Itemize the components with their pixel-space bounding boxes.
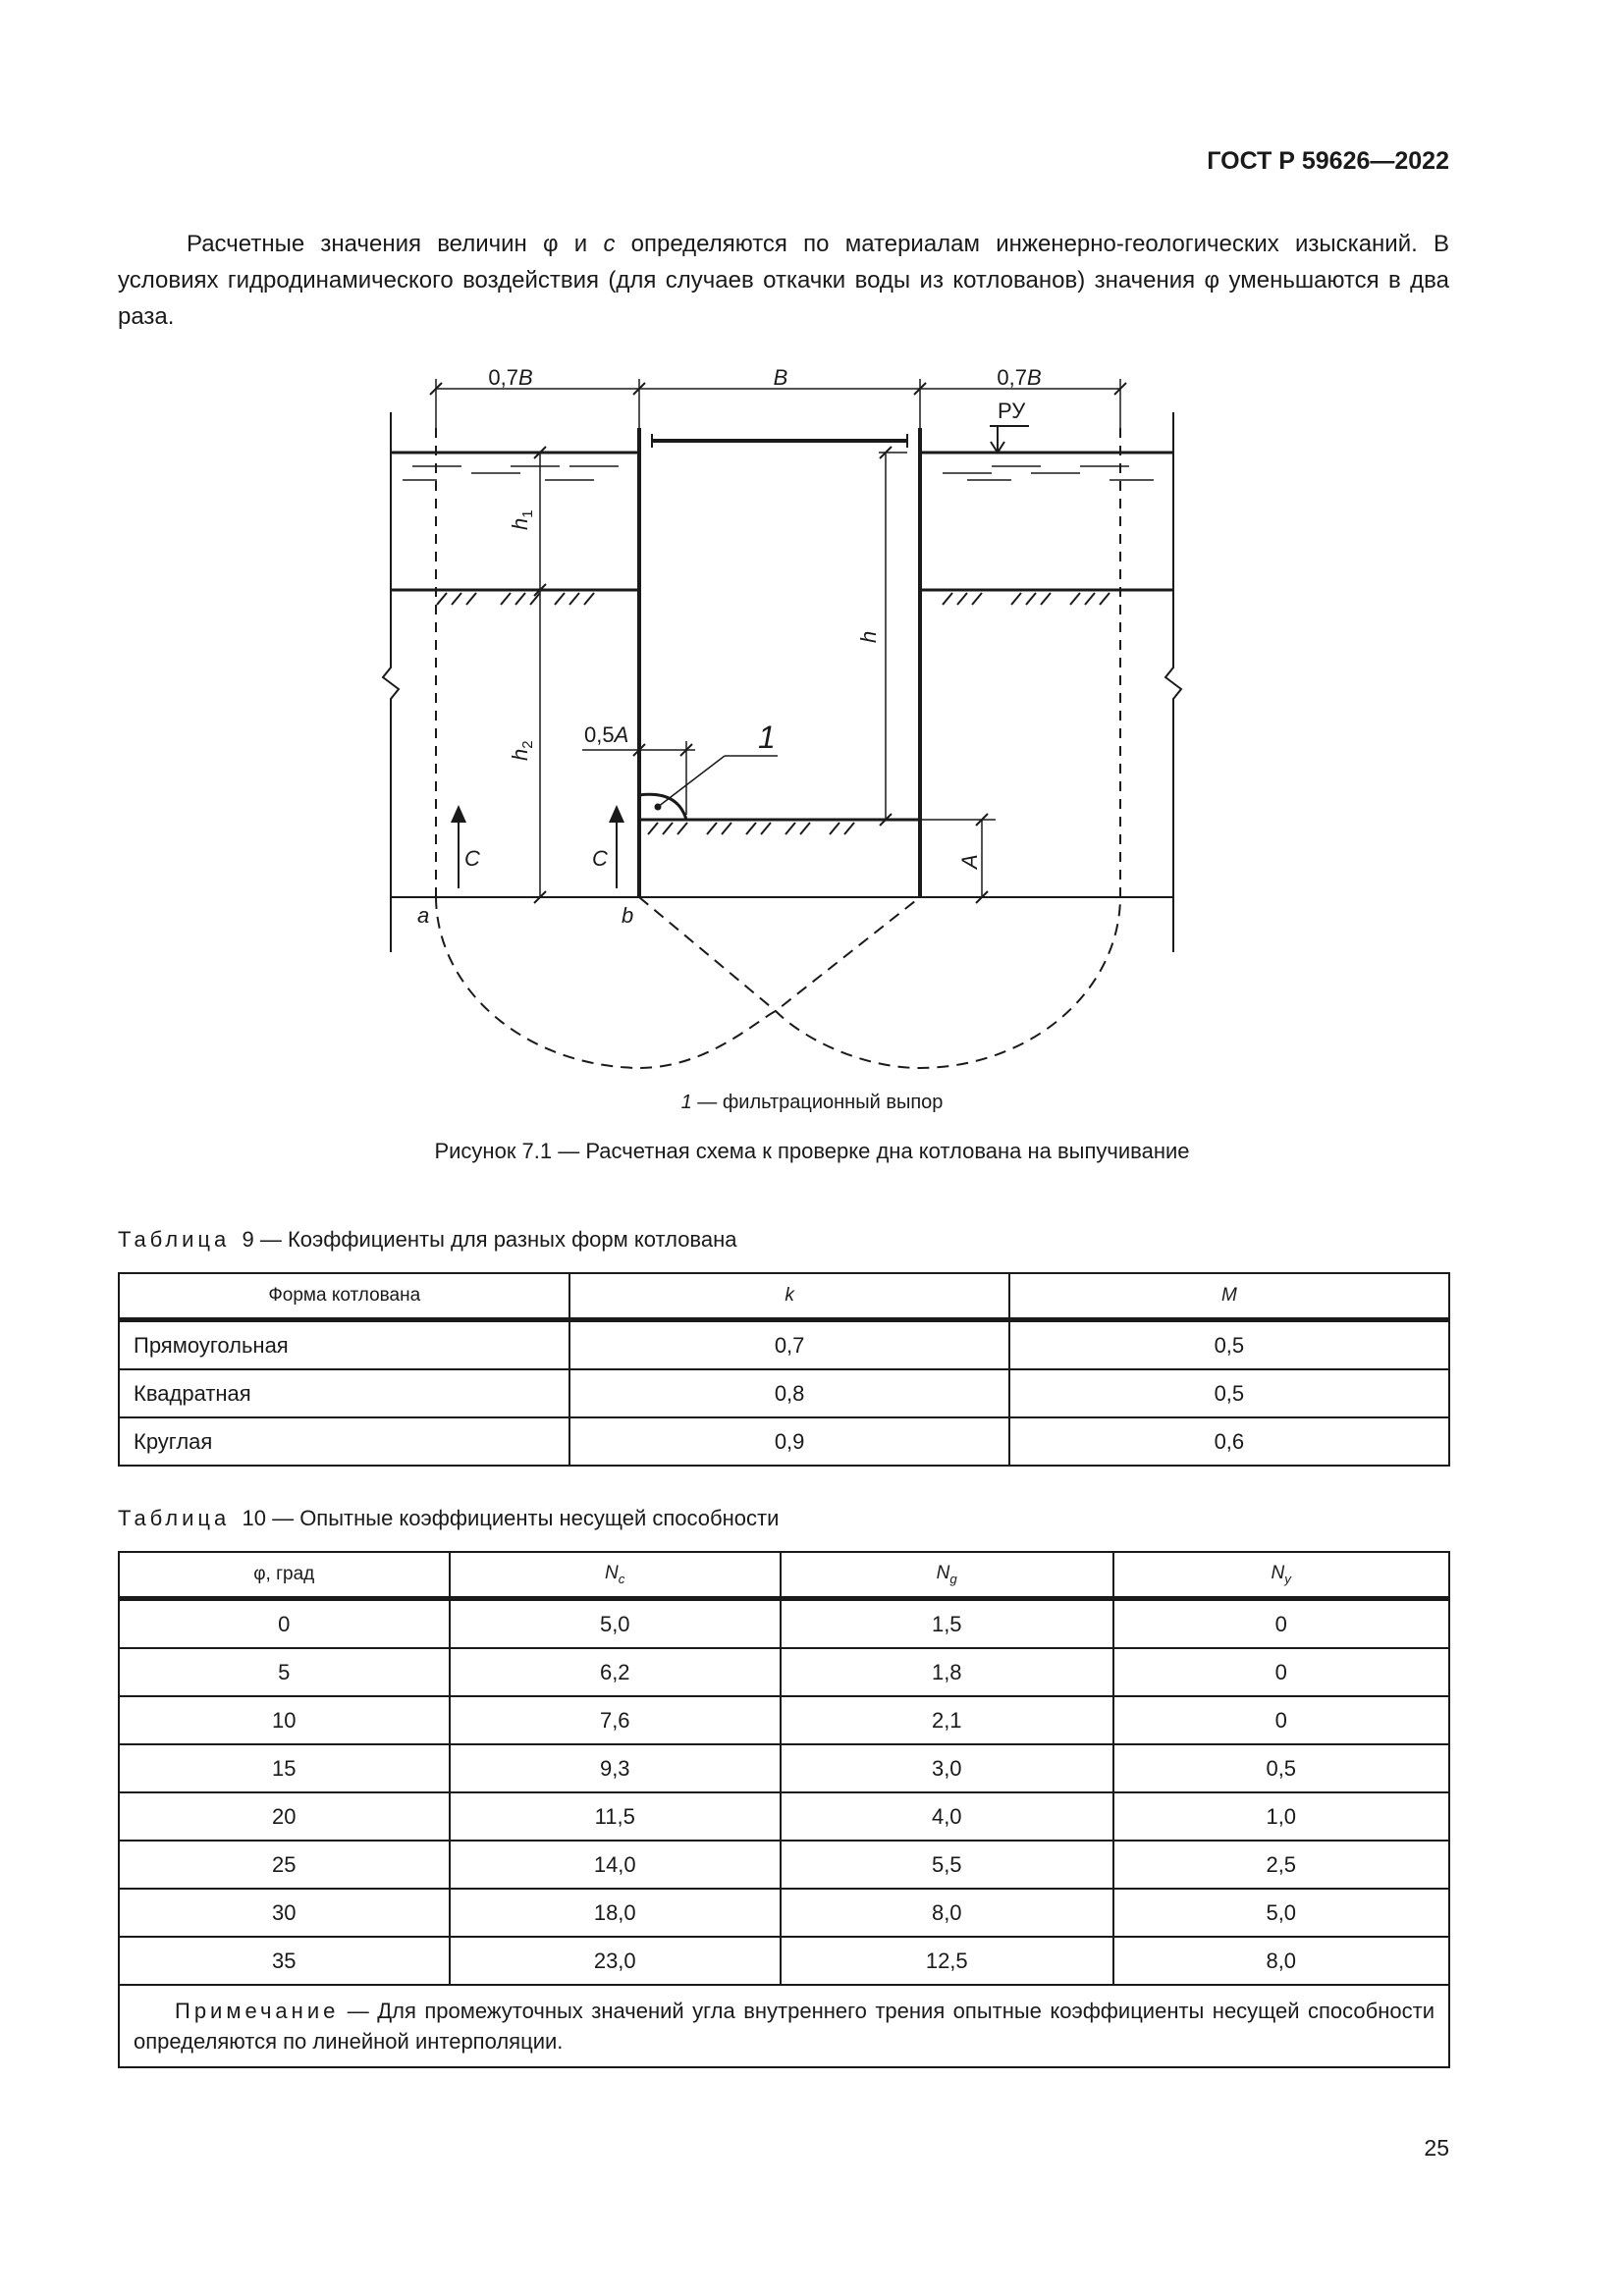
table-cell: 20 [119,1792,450,1841]
table-cell: 30 [119,1889,450,1937]
table-9-header-row [119,1273,1449,1320]
h-label: h [856,630,881,643]
table-cell: 0,6 [1009,1417,1449,1466]
table-cell: 3,0 [781,1744,1113,1792]
table-row [119,1417,1449,1466]
table-cell: 14,0 [450,1841,782,1889]
table-cell: 5,5 [781,1841,1113,1889]
table-cell: 0,5 [1009,1320,1449,1370]
table-10-caption [118,1506,779,1531]
table-cell: 1,0 [1113,1792,1450,1841]
table-row [119,1599,1449,1649]
dim-label-right: 0,7B [997,365,1042,390]
table-cell: 9,3 [450,1744,782,1792]
table-row [119,1792,1449,1841]
table-cell: 10 [119,1696,450,1744]
table-cell: 11,5 [450,1792,782,1841]
table-cell: 35 [119,1937,450,1985]
h2-label: $h_2$ [508,740,536,761]
table-9-caption-text: 9 — Коэффициенты для разных форм котлована [242,1227,737,1252]
table-cell: 0,7 [569,1320,1008,1370]
table-cell: 1,5 [781,1599,1113,1649]
bottom-hatching [648,823,854,834]
paragraph-part-2: определяются по материалам инженерно-геологических изысканий. В условиях гидродинамического воздействия (для случаев откачки воды из котлованов) значения φ уменьшаются в два раза. [118,231,1449,330]
table-cell: 18,0 [450,1889,782,1937]
ng-subscript: g [949,1571,957,1586]
table-cell: 8,0 [1113,1937,1450,1985]
table-cell: 15 [119,1744,450,1792]
table-cell: 0,8 [569,1369,1008,1417]
table-cell: 1,8 [781,1648,1113,1696]
paragraph-part-1: Расчетные значения величин φ и [187,231,604,257]
table-row [119,1889,1449,1937]
c-label-left: C [464,846,480,871]
point-b-label: b [622,903,634,928]
table-cell: 25 [119,1841,450,1889]
ny-symbol: N [1271,1563,1285,1584]
uplift-zone-arc [639,794,686,820]
table-10-caption-text: 10 — Опытные коэффициенты несущей способности [242,1506,780,1530]
point-a-label: a [417,903,430,928]
column-header-ny [1113,1552,1450,1599]
a-label-right: A [957,854,982,869]
dim-label-left: 0,7B [488,365,533,390]
table-cell: 5,0 [1113,1889,1450,1937]
ground-hatching [437,593,1110,605]
dashed-verticals [436,428,1120,897]
table-row [119,1648,1449,1696]
h1-label: $h_1$ [508,509,536,530]
table-cell: 5 [119,1648,450,1696]
legend-number: 1 [680,1092,692,1113]
table-10 [118,1551,1450,2068]
column-header-k: k [569,1273,1008,1320]
nc-symbol: N [605,1563,619,1584]
dim-label-center: B [773,365,788,390]
water-level-label: РУ [998,399,1026,423]
callout-dot [655,804,661,810]
table-cell: 0 [119,1599,450,1649]
table-cell: 12,5 [781,1937,1113,1985]
callout-number: 1 [758,720,776,755]
column-header-m: M [1009,1273,1449,1320]
column-header-shape: Форма котлована [119,1273,569,1320]
table-cell: 5,0 [450,1599,782,1649]
nc-subscript: c [618,1571,625,1586]
document-standard-number: ГОСТ Р 59626—2022 [1207,147,1449,175]
table-10-caption-prefix: Таблица [118,1506,231,1530]
table-10-header-row [119,1552,1449,1599]
table-cell: 0 [1113,1696,1450,1744]
table-cell: 0,9 [569,1417,1008,1466]
table-9-caption [118,1227,737,1253]
table-row [119,1696,1449,1744]
figure-excavation-scheme [353,353,1198,1080]
table-9 [118,1272,1450,1467]
c-symbol: c [603,231,616,257]
half-a-label: 0,5A [584,722,629,747]
table-cell: 2,1 [781,1696,1113,1744]
outer-boundary-lines [383,412,1181,952]
note-text: — Для промежуточных значений угла внутреннего трения опытные коэффициенты несущей способности определяются по линейной интерполяции. [134,1999,1435,2054]
column-header-ng [781,1552,1113,1599]
figure-legend [0,1092,1624,1114]
table-cell: 23,0 [450,1937,782,1985]
table-cell: Прямоугольная [119,1320,569,1370]
table-note [119,1985,1449,2067]
table-9-caption-prefix: Таблица [118,1227,231,1252]
note-label: Примечание [175,1999,340,2023]
figure-caption: Рисунок 7.1 — Расчетная схема к проверке дна котлована на выпучивание [434,1139,1190,1163]
table-cell: Квадратная [119,1369,569,1417]
table-cell: 0,5 [1009,1369,1449,1417]
table-cell: 2,5 [1113,1841,1450,1889]
table-row [119,1320,1449,1370]
callout-leader [658,756,725,807]
water-level-marker [990,426,1029,453]
table-cell: 0 [1113,1599,1450,1649]
table-cell: 0 [1113,1648,1450,1696]
column-header-phi: φ, град [119,1552,450,1599]
table-cell: 7,6 [450,1696,782,1744]
table-cell: 4,0 [781,1792,1113,1841]
table-cell: 8,0 [781,1889,1113,1937]
page-number: 25 [1424,2135,1449,2161]
column-header-nc [450,1552,782,1599]
table-cell: Круглая [119,1417,569,1466]
c-label-right: C [592,846,608,871]
water-ripples [403,466,1154,480]
table-note-row [119,1985,1449,2067]
table-cell: 6,2 [450,1648,782,1696]
ny-subscript: y [1284,1571,1291,1586]
sliding-surface-arcs [436,897,1120,1068]
table-cell: 0,5 [1113,1744,1450,1792]
table-row [119,1744,1449,1792]
ng-symbol: N [936,1563,950,1584]
h-dimension [879,447,920,826]
excavation-walls [639,428,920,897]
table-row [119,1369,1449,1417]
table-row [119,1937,1449,1985]
body-paragraph [118,226,1449,335]
table-row [119,1841,1449,1889]
legend-text: — фильтрационный выпор [691,1092,944,1113]
